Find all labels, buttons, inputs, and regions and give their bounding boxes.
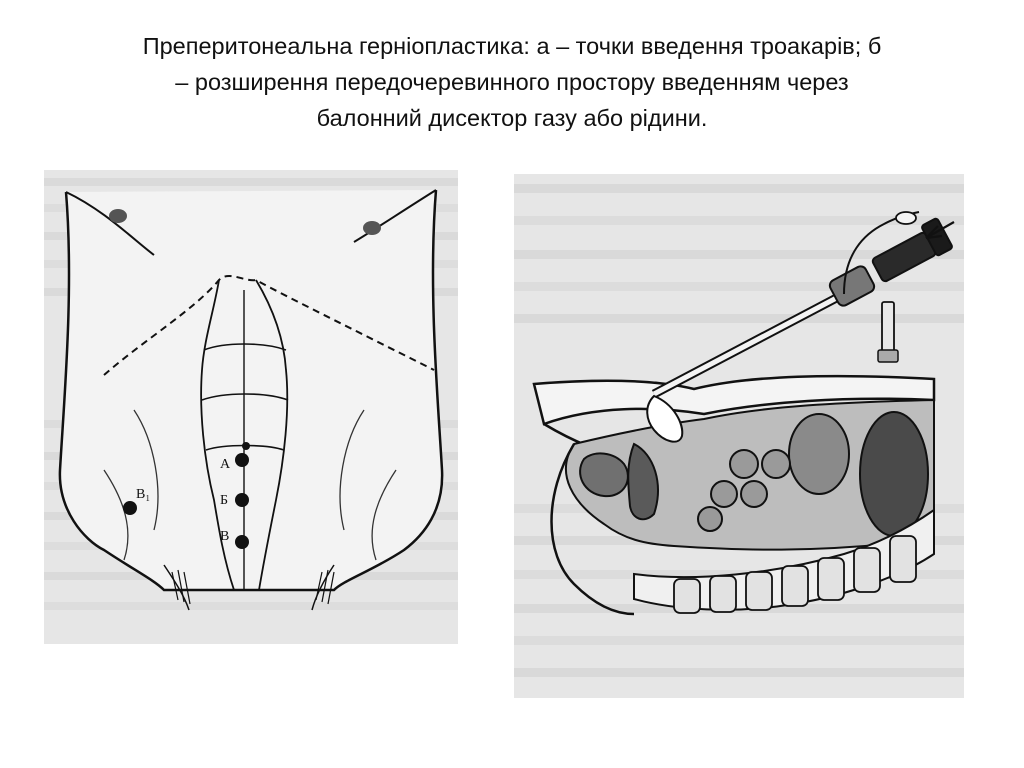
abdomen-drawing [44, 170, 458, 644]
bladder [580, 453, 628, 496]
label-v1: B₁ [136, 487, 151, 502]
label-a: A [220, 457, 231, 472]
figure-a-abdomen-trocar-points [44, 170, 458, 644]
side-valve [882, 302, 894, 356]
organ-large-right [860, 412, 928, 536]
figure-b-balloon-dissector [514, 174, 964, 698]
title-line-1: Преперитонеальна герніопластика: а – точки введення троакарів; б [142, 33, 882, 59]
trocar-point-a [235, 453, 249, 467]
trocar-point-b [235, 493, 249, 507]
title-line-3: балонний дисектор газу або рідини. [316, 105, 708, 131]
inflation-bulb [896, 212, 916, 224]
umbilicus [242, 442, 250, 450]
torso-outline [60, 190, 442, 590]
organ-mid-right [789, 414, 849, 494]
label-b: Б [220, 493, 229, 508]
slide-title [40, 28, 984, 136]
title-line-2: – розширення передочеревинного простору введенням через [175, 69, 849, 95]
left-nipple [109, 209, 127, 223]
label-v: B [220, 529, 230, 544]
trocar-point-v1 [123, 501, 137, 515]
balloon-dissector-drawing [514, 174, 964, 698]
trocar-point-v [235, 535, 249, 549]
right-nipple [363, 221, 381, 235]
